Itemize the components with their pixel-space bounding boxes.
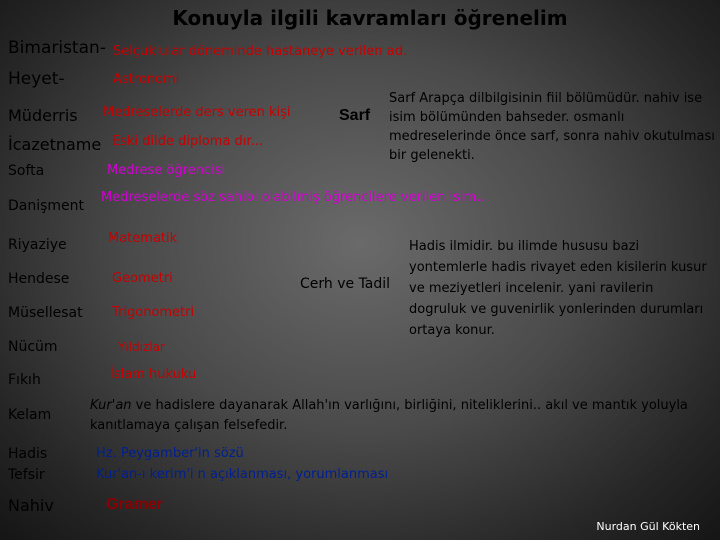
def-bimaristan: Selçuklular döneminde hastaneye verilen ad. <box>113 44 408 59</box>
def-nahiv: Gramer <box>106 496 163 513</box>
term-bimaristan: Bimaristan- <box>8 38 106 58</box>
term-danisment: Danişment <box>8 198 85 214</box>
term-fikih: Fıkıh <box>8 372 41 388</box>
def-hendese: Geometri <box>112 271 173 286</box>
def-kelam-text: ve hadislere dayanarak Allah'ın varlığını, birliğini, niteliklerini.. akıl ve mantık yoluyla kanıtlamaya çalışan felsefedir. <box>90 398 688 433</box>
term-tefsir: Tefsir <box>8 467 45 483</box>
def-musellesat: Trigonometri <box>112 305 195 320</box>
page-title: Konuyla ilgili kavramları öğrenelim <box>172 6 568 30</box>
term-hadis: Hadis <box>8 446 48 462</box>
term-musellesat: Müsellesat <box>8 305 83 321</box>
def-kelam-kuran: Kur'an <box>90 398 132 413</box>
term-icazetname: İcazetname <box>8 135 102 154</box>
def-hadis: Hz. Peygamber'in sözü <box>96 446 244 461</box>
def-tefsir: Kur'an-ı kerim'i n açıklanması, yorumlanması <box>96 467 389 482</box>
def-kelam <box>90 396 705 436</box>
def-fikih: İslam hukuku <box>110 367 197 382</box>
author-footer: Nurdan Gül Kökten <box>596 520 700 533</box>
term-softa: Softa <box>8 163 45 179</box>
term-riyaziye: Riyaziye <box>8 237 67 253</box>
cerh-description: Hadis ilmidir. bu ilimde hususu bazi yontemlerle hadis rivayet eden kisilerin kusur ve meziyetleri incelenir. yani ravilerin dogruluk ve guvenirlik yonlerinden durumları ortaya konur. <box>409 239 707 338</box>
def-icazetname: Eski dilde diploma dır... <box>112 134 263 149</box>
def-riyaziye: Matematik <box>108 231 178 246</box>
term-muderris: Müderris <box>8 106 78 125</box>
def-danisment: Medreselerde söz sahibi olabilmiş öğrencilere verilen isim.. <box>101 190 485 205</box>
term-heyet: Heyet- <box>8 69 65 89</box>
term-cerh-ve-tadil: Cerh ve Tadil <box>300 276 391 292</box>
term-kelam: Kelam <box>8 407 52 423</box>
term-sarf: Sarf <box>339 107 371 124</box>
def-muderris: Medreselerde ders veren kişi <box>103 105 291 120</box>
term-nahiv: Nahiv <box>8 496 54 515</box>
sarf-description: Sarf Arapça dilbilgisinin fiil bölümüdür. nahiv ise isim bölümünden bahseder. osmanlı medreselerinde önce sarf, sonra nahiv okutulması bir gelenekti. <box>389 91 715 163</box>
def-softa: Medrese öğrencisi <box>107 163 226 178</box>
def-nucum: Yıldızlar <box>118 340 165 354</box>
term-nucum: Nücüm <box>8 339 58 355</box>
def-heyet: Astronomi <box>113 72 180 87</box>
term-hendese: Hendese <box>8 271 70 287</box>
